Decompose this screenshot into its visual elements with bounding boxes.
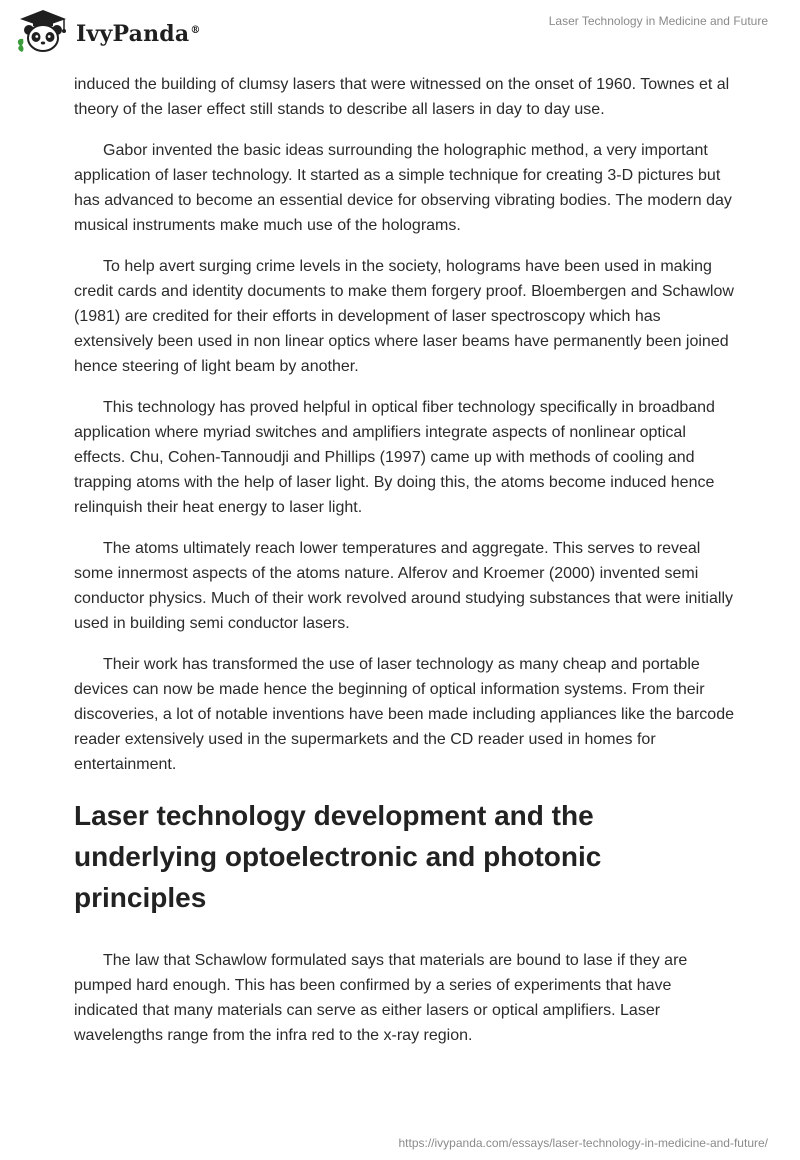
paragraph: Gabor invented the basic ideas surrounding the holographic method, a very important application of laser technology. It started as a simple technique for creating 3-D pictures but has advanced to become an essential device for observing vibrating bodies. The modern day musical instruments make much use of the holograms. [74, 142, 732, 234]
paragraph: The atoms ultimately reach lower temperatures and aggregate. This serves to reveal some innermost aspects of the atoms nature. Alferov and Kroemer (2000) invented semi conductor physics. Much of their work revolved around studying substances that were initially used in building semi conductor lasers. [74, 540, 733, 632]
article-body [74, 72, 734, 1064]
section-heading: Laser technology development and the underlying optoelectronic and photonic principles [74, 800, 602, 913]
panda-graduate-icon [14, 8, 72, 56]
paragraph: The law that Schawlow formulated says that materials are bound to lase if they are pumped hard enough. This has been confirmed by a series of experiments that have indicated that many materials can serve as either lasers or optical amplifiers. Laser wavelengths range from the infra red to the x-ray region. [74, 952, 688, 1044]
ivypanda-logo[interactable] [14, 8, 201, 56]
logo-wordmark: IvyPanda® [76, 21, 201, 47]
page-header [0, 0, 800, 70]
document-title: Laser Technology in Medicine and Future [548, 14, 768, 28]
paragraph: To help avert surging crime levels in the society, holograms have been used in making credit cards and identity documents to make them forgery proof. Bloembergen and Schawlow (1981) are credited for their efforts in development of laser spectroscopy which has extensively been used in non linear optics where laser beams have permanently been joined hence steering of light beam by another. [74, 258, 734, 375]
paragraph: Their work has transformed the use of laser technology as many cheap and portable devices can now be made hence the beginning of optical information systems. From their discoveries, a lot of notable inventions have been made including appliances like the barcode reader extensively used in the supermarkets and the CD reader used in homes for entertainment. [74, 656, 734, 773]
paragraph: This technology has proved helpful in optical fiber technology specifically in broadband application where myriad switches and amplifiers integrate aspects of nonlinear optical effects. Chu, Cohen-Tannoudji and Phillips (1997) came up with methods of cooling and trapping atoms with the help of laser light. By doing this, the atoms become induced hence relinquish their heat energy to laser light. [74, 399, 715, 516]
source-url[interactable]: https://ivypanda.com/essays/laser-technology-in-medicine-and-future/ [398, 1136, 768, 1150]
paragraph: induced the building of clumsy lasers that were witnessed on the onset of 1960. Townes et al theory of the laser effect still stands to describe all lasers in day to day use. [74, 76, 730, 118]
